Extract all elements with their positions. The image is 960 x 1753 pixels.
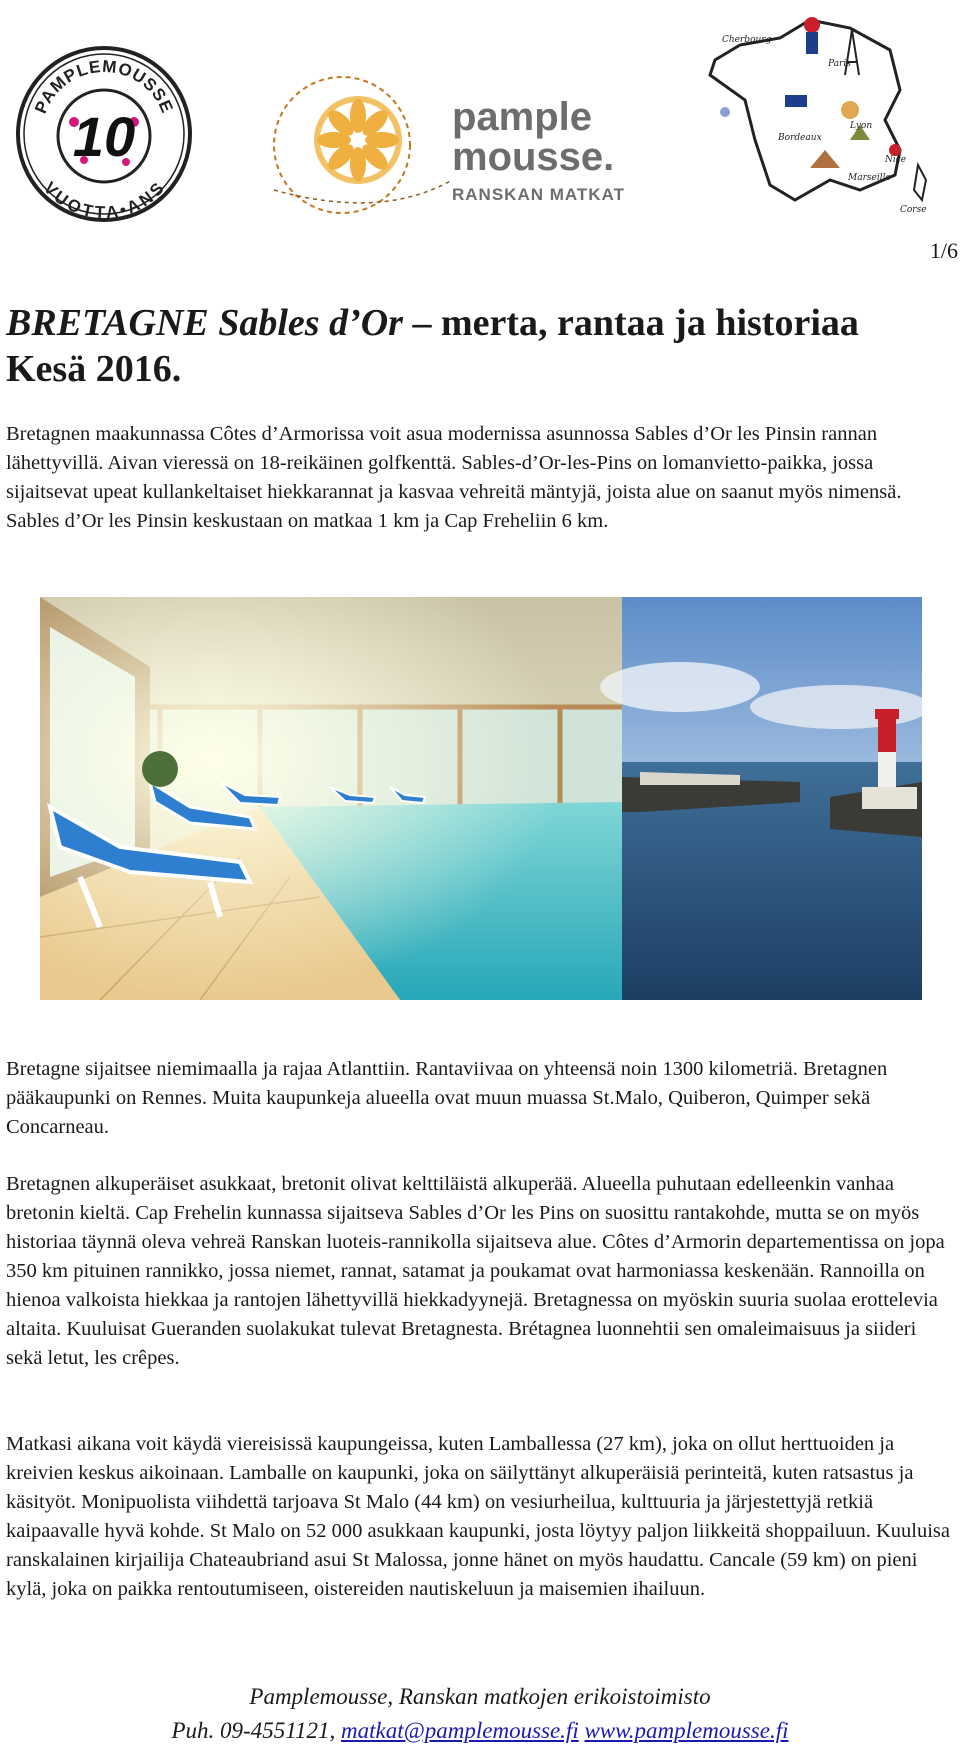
- history-paragraph: Bretagnen alkuperäiset asukkaat, bretonit olivat kelttiläistä alkuperää. Alueella puhutaan edelleenkin vanhaa bretonin kieltä. Cap Frehelin kunnassa sijaitseva Sables d’Or les Pins on suosittu rantakohde, mutta se on myös historiaa täynnä oleva vehreä Ranskan luoteis-rannikolla sijaitseva alue. Côtes d’Armorin departementissa on jopa 350 km pituinen rannikko, jossa niemet, rannat, satamat ja poukamat ovat harmoniassa keskenään. Rannoilla on hienoa valkoista hiekkaa ja rantojen lähettyvillä hiekkadyynejä. Bretagnessa on myöskin suuria suolaa erottelevia altaita. Kuuluisat Gueranden suolakukat tulevat Bretagnesta. Brétagnea luonnehtii sen omaleimaisuus ja siideri sekä letut, les crêpes.: [6, 1173, 945, 1369]
- brand-tagline: RANSKAN MATKAT: [452, 185, 625, 204]
- page-number: 1/6: [929, 238, 958, 263]
- map-city-label: Paris: [828, 59, 851, 69]
- map-city-label: Lyon: [850, 121, 873, 131]
- photo-collage: [40, 597, 922, 1000]
- location-paragraph: Bretagne sijaitsee niemimaalla ja rajaa Atlanttiin. Rantaviivaa on yhteensä noin 1300 kilometriä. Bretagnen pääkaupunki on Rennes. Muita kaupunkeja alueella ovat muun muassa St.Malo, Quiberon, Quimper sekä Concarneau.: [6, 1058, 888, 1138]
- map-city-label: Marseille: [848, 173, 891, 183]
- email-link[interactable]: matkat@pamplemousse.fi: [341, 1718, 579, 1743]
- website-link[interactable]: www.pamplemousse.fi: [584, 1718, 789, 1743]
- footer-phone: Puh. 09-4551121,: [171, 1718, 341, 1743]
- page-title: [6, 300, 946, 392]
- badge-top-text: PAMPLEMOUSSE: [31, 56, 177, 117]
- excursions-paragraph: Matkasi aikana voit käydä viereisissä kaupungeissa, kuten Lamballessa (27 km), joka on ollut herttuoiden ja kreivien keskus aikoinaan. Lamballe on kaupunki, joka on säilyttänyt alkuperäisiä perinteitä, kuten ratsastus ja käsityöt. Monipuolista viihdettä tarjoava St Malo (44 km) on vesiurheilua, kulttuuria ja järjestettyjä retkiä kaipaavalle hyvä kohde. St Malo on 52 000 asukkaan kaupunki, josta löytyy paljon liikkeitä shoppailuun. Kuuluisa ranskalainen kirjailija Chateaubriand asui St Malossa, jonne hänet on myös haudattu. Cancale (59 km) on pieni kylä, joka on paikka rentoutumiseen, oistereiden nautiskeluun ja maisemien ihailuun.: [6, 1433, 950, 1600]
- brand-line1: pample: [452, 95, 593, 139]
- title-tagline: – merta, rantaa ja historiaa: [402, 302, 859, 344]
- page-footer: [0, 1680, 960, 1748]
- map-city-label: Cherbourg: [722, 35, 772, 45]
- page-header: [0, 0, 960, 263]
- footer-company: Pamplemousse, Ranskan matkojen erikoistoimisto: [249, 1684, 711, 1709]
- brand-line2: mousse.: [452, 135, 615, 179]
- harbour-lighthouse-photo: [600, 597, 922, 1000]
- map-city-label: Corse: [900, 205, 927, 215]
- badge-bottom-text: VUOTTA•ANS: [39, 178, 169, 223]
- title-destination: BRETAGNE Sables d’Or: [6, 302, 403, 344]
- france-map-illustration: [700, 0, 940, 220]
- map-city-label: Nice: [885, 155, 907, 165]
- title-season: Kesä 2016.: [6, 348, 182, 390]
- badge-number: 10: [72, 105, 136, 168]
- intro-paragraph: Bretagnen maakunnassa Côtes d’Armorissa voit asua modernissa asunnossa Sables d’Or les Pinsin rannan lähettyvillä. Aivan vieressä on 18-reikäinen golfkenttä. Sables-d’Or-les-Pins on lomanvietto-paikka, jossa sijaitsevat upeat kullankeltaiset hiekkarannat ja kasvaa vehreitä mäntyjä, joista alue on saanut myös nimensä. Sables d’Or les Pinsin keskustaan on matkaa 1 km ja Cap Freheliin 6 km.: [6, 423, 902, 532]
- footer-contact: [0, 1714, 960, 1748]
- pamplemousse-brand-logo: [262, 70, 642, 220]
- indoor-pool-photo: [40, 597, 622, 1000]
- map-city-label: Bordeaux: [778, 133, 822, 143]
- grapefruit-icon: [274, 77, 452, 213]
- anniversary-badge-logo: [14, 44, 194, 224]
